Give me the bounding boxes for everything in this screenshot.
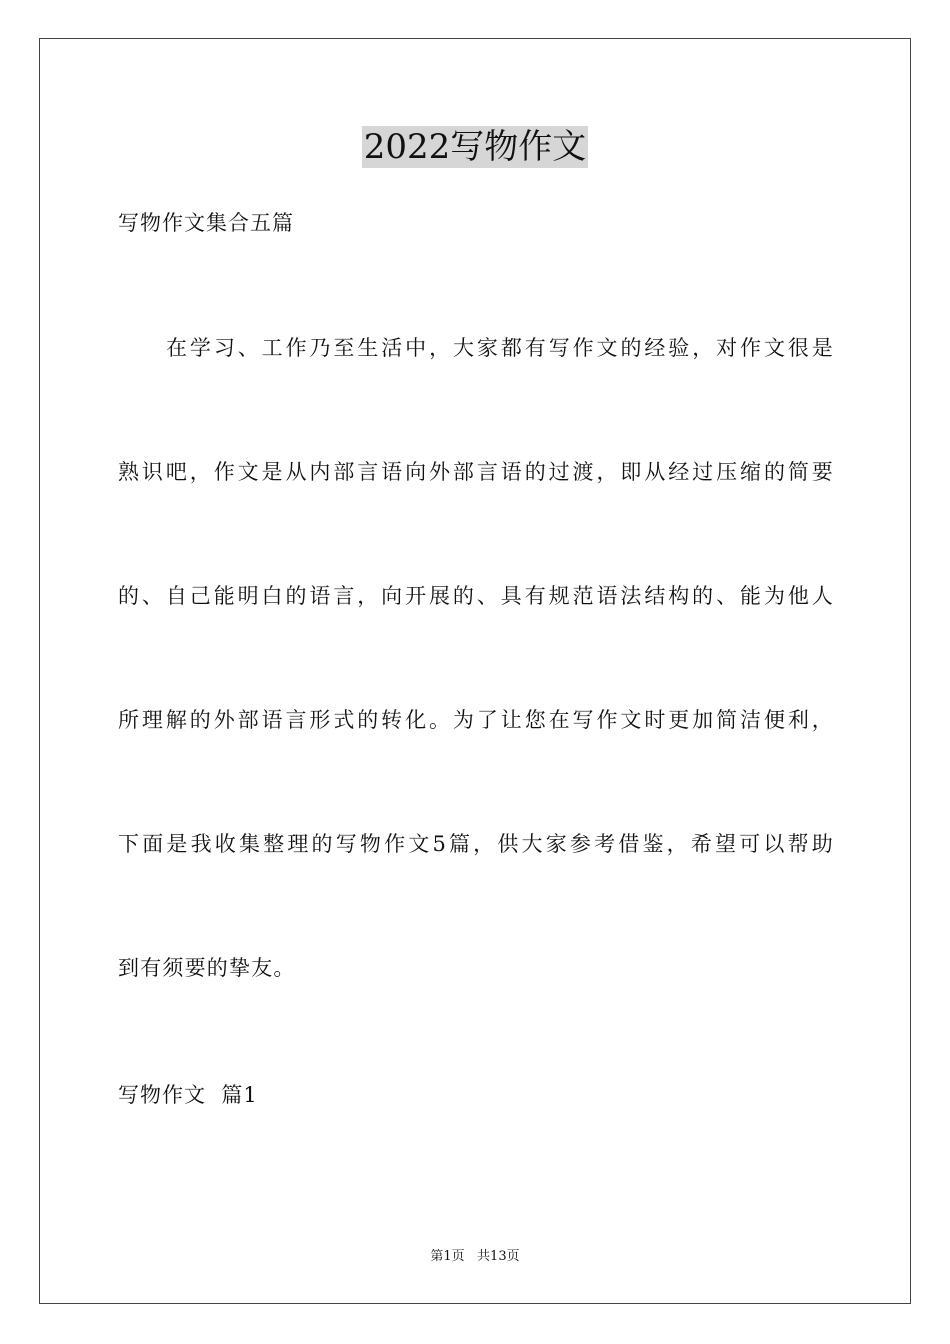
paragraph-line: 所理解的外部语言形式的转化。为了让您在写作文时更加简洁便利， [118, 708, 834, 732]
paragraph-line: 在学习、工作乃至生活中，大家都有写作文的经验，对作文很是 [166, 336, 834, 360]
document-subtitle: 写物作文集合五篇 [118, 211, 294, 235]
paragraph-line: 下面是我收集整理的写物作文5篇，供大家参考借鉴，希望可以帮助 [118, 832, 834, 856]
section-heading: 写物作文 篇1 [118, 1083, 258, 1107]
page-number: 第1页 共13页 [430, 1249, 520, 1264]
document-title-text: 2022写物作文 [363, 127, 587, 167]
paragraph-line: 熟识吧，作文是从内部言语向外部言语的过渡，即从经过压缩的简要 [118, 460, 834, 484]
paragraph-line: 的、自己能明白的语言，向开展的、具有规范语法结构的、能为他人 [118, 584, 834, 608]
intro-paragraph [118, 333, 834, 1077]
paragraph-line: 到有须要的挚友。 [118, 956, 296, 980]
page-footer [0, 1248, 950, 1266]
document-title [0, 126, 950, 168]
